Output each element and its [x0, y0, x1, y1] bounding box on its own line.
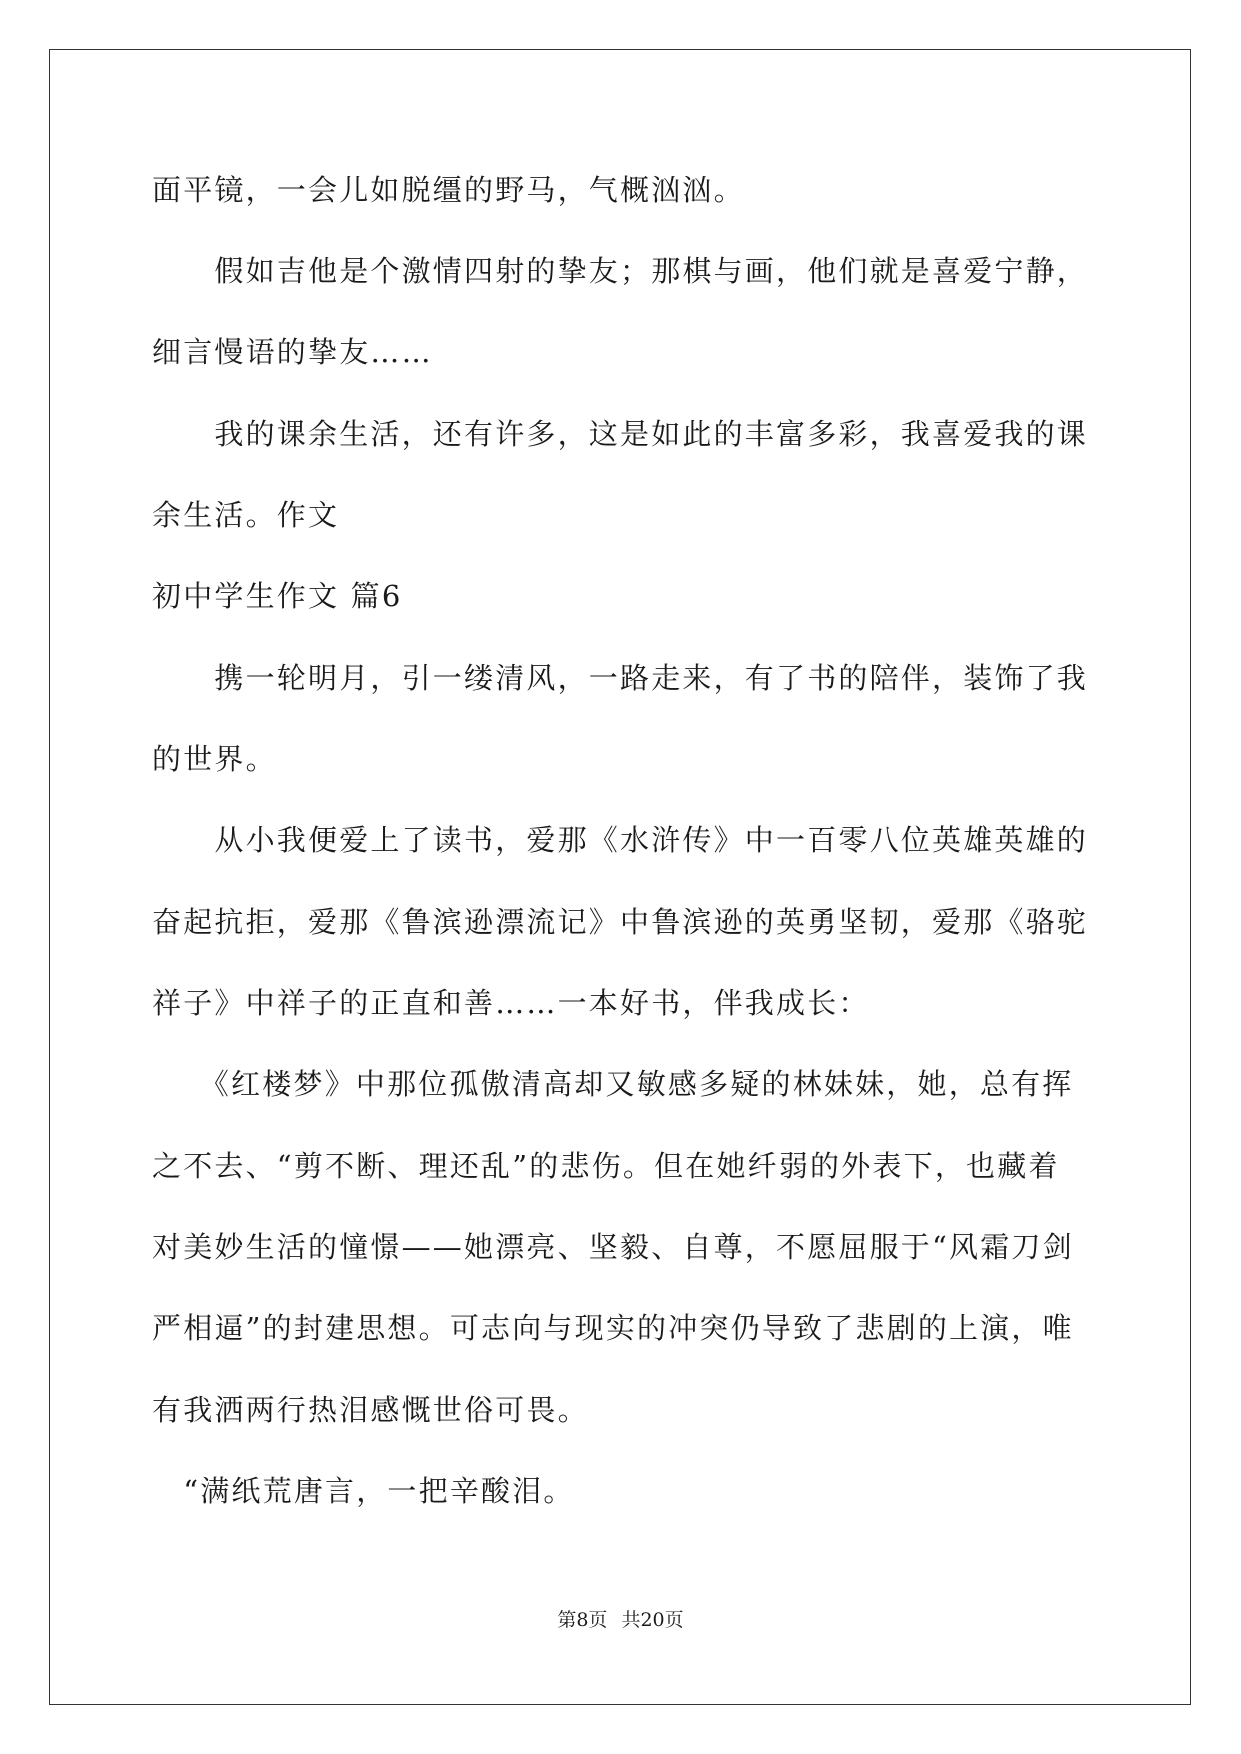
page-number: 第8页: [557, 1609, 608, 1631]
section-heading: 初中学生作文 篇6: [152, 579, 403, 613]
body-text-line: 面平镜，一会儿如脱缰的野马，气概汹汹。: [152, 173, 745, 207]
body-text-line: 《红楼梦》中那位孤傲清高却又敏感多疑的林妹妹，她，总有挥: [152, 1067, 1074, 1101]
body-text-line: “满纸荒唐言，一把辛酸泪。: [152, 1474, 575, 1508]
body-text-line: 的世界。: [152, 742, 277, 776]
body-text-line: 假如吉他是个激情四射的挚友；那棋与画，他们就是喜爱宁静，: [152, 254, 1089, 288]
page-border: [49, 49, 1191, 1705]
page-total: 共20页: [621, 1609, 684, 1631]
body-text-line: 携一轮明月，引一缕清风，一路走来，有了书的陪伴，装饰了我: [152, 661, 1089, 695]
body-text-line: 我的课余生活，还有许多，这是如此的丰富多彩，我喜爱我的课: [152, 417, 1089, 451]
body-text-line: 有我洒两行热泪感慨世俗可畏。: [152, 1393, 589, 1427]
body-text-line: 严相逼”的封建思想。可志向与现实的冲突仍导致了悲剧的上演，唯: [152, 1311, 1074, 1345]
body-text-line: 奋起抗拒，爱那《鲁滨逊漂流记》中鲁滨逊的英勇坚韧，爱那《骆驼: [152, 905, 1089, 939]
body-text-line: 之不去、“剪不断、理还乱”的悲伤。但在她纤弱的外表下，也藏着: [152, 1149, 1060, 1183]
body-text-line: 对美妙生活的憧憬——她漂亮、坚毅、自尊，不愿屈服于“风霜刀剑: [152, 1230, 1074, 1264]
body-text-line: 从小我便爱上了读书，爱那《水浒传》中一百零八位英雄英雄的: [152, 823, 1089, 857]
page-footer: [0, 1608, 1241, 1632]
body-text-line: 祥子》中祥子的正直和善……一本好书，伴我成长：: [152, 986, 870, 1020]
body-text-line: 余生活。作文: [152, 498, 340, 532]
body-text-line: 细言慢语的挚友……: [152, 335, 433, 369]
